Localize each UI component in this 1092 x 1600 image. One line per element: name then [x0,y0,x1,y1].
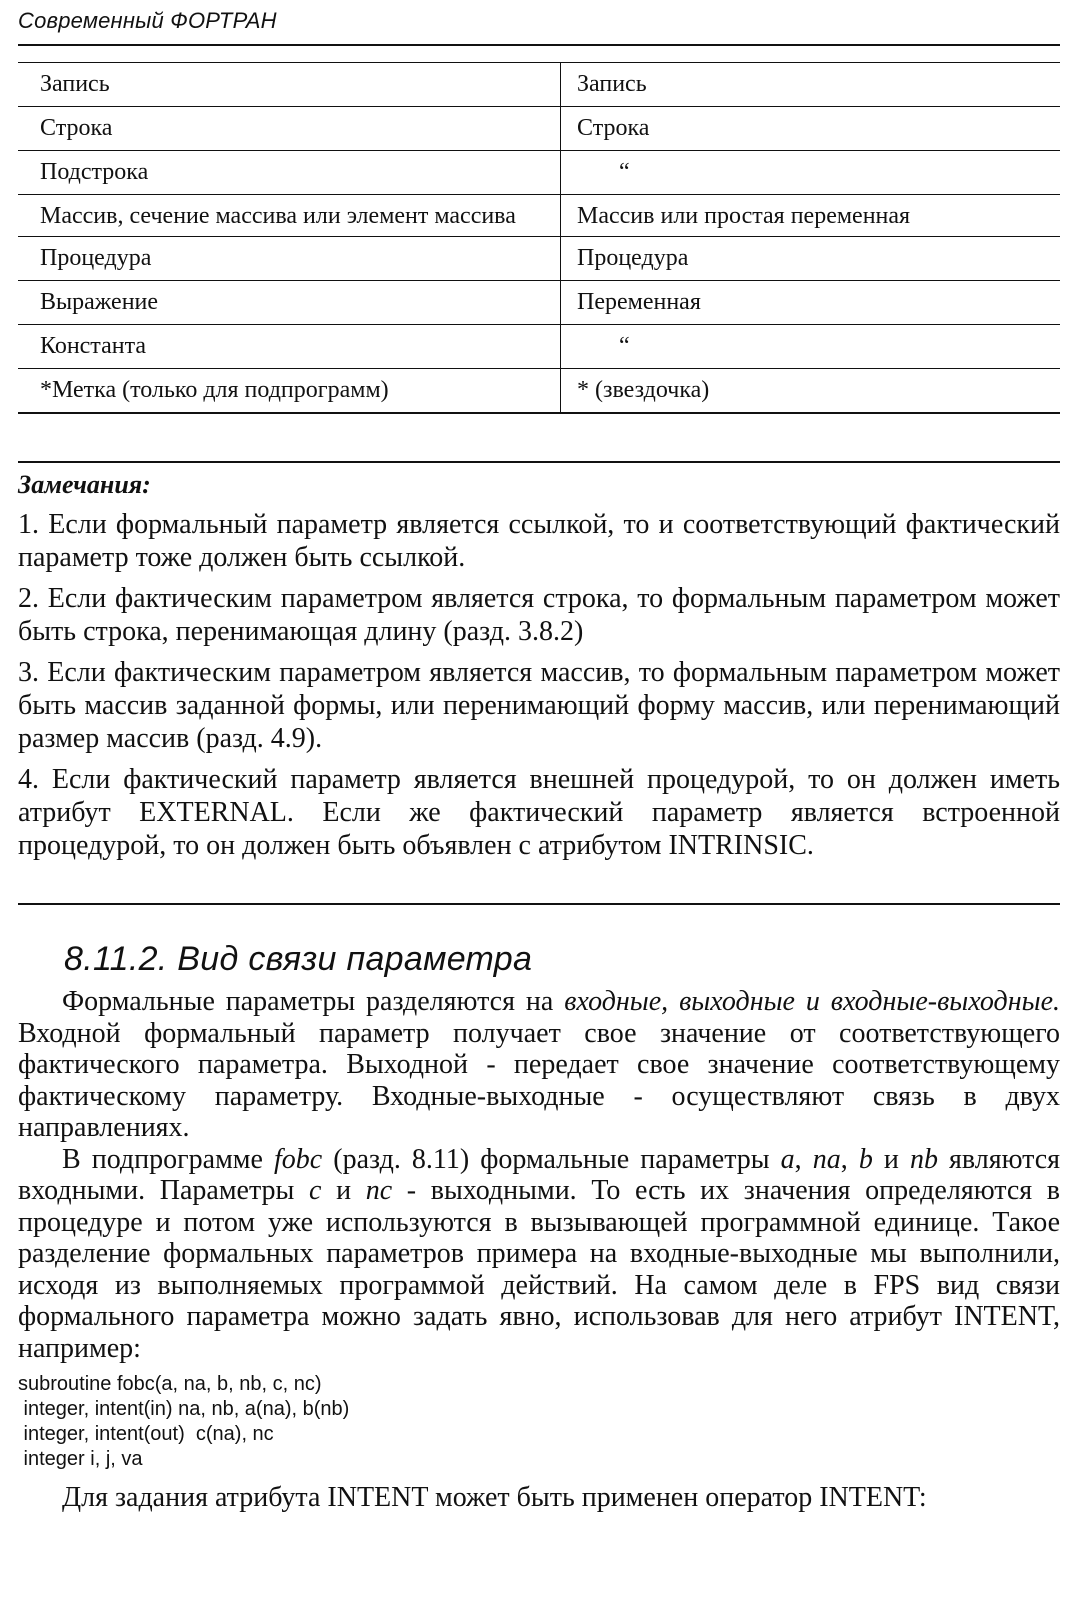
emphasis-text: b [858,1143,873,1175]
notes-top-rule [18,461,1060,463]
actual-cell: Массив или простая переменная [561,195,1061,237]
formal-cell: Запись [18,63,561,107]
emphasis-text: nb [909,1143,938,1175]
formal-cell: Подстрока [18,151,561,195]
actual-cell [561,325,1061,369]
actual-cell [561,151,1061,195]
paragraph [18,1144,1060,1365]
ditto-mark: “ [619,333,630,359]
text-run: и [872,1143,910,1175]
text-run: (разд. 8.11) формальные параметры [322,1143,781,1175]
emphasis-text: входные, выходные и входные-выходные. [564,986,1060,1017]
code-listing: subroutine fobc(a, na, b, nb, c, nc) integer, intent(in) na, nb, a(na), b(nb) integer, intent(out) c(na), nc integer i, j, va [18,1373,350,1470]
notes-title: Замечания: [18,470,151,499]
table-row [18,195,1060,237]
paragraph [18,986,1060,1144]
table-row [18,107,1060,151]
table-row [18,237,1060,281]
text-run: В подпрограмме [62,1143,274,1175]
emphasis-text: nc [365,1175,393,1206]
paragraph: Для задания атрибута INTENT может быть применен оператор INTENT: [62,1482,927,1513]
actual-cell: Запись [561,63,1061,107]
emphasis-text: a [780,1143,795,1175]
section-heading: 8.11.2. Вид связи параметра [64,940,533,978]
formal-cell: Массив, сечение массива или элемент массива [18,195,561,237]
text-run: - выходными. То есть их значения определяются в процедуре и потом уже используются в вызывающей программной единице. Такое разделение формальных параметров примера на входные-выходные мы выполнили, исходя из выполняемых программой действий. На самом деле в FPS вид связи формального параметра можно задать явно, использовав для него атрибут INTENT, например: [18,1175,1061,1364]
actual-cell: Переменная [561,281,1061,325]
text-run: являются входными. Параметры [18,1143,1061,1206]
table-row [18,151,1060,195]
formal-cell: Выражение [18,281,561,325]
text-run: , [840,1143,859,1175]
note-item: 3. Если фактическим параметром является массив, то формальным параметром может быть массив заданной формы, или перенимающий форму массив, или перенимающий размер массив (разд. 4.9). [18,657,1060,754]
note-item: 4. Если фактический параметр является внешней процедурой, то он должен иметь атрибут EXTERNAL. Если же фактический параметр является встроенной процедурой, то он должен быть объявлен с атрибутом INTRINSIC. [18,764,1060,861]
formal-cell: Процедура [18,237,561,281]
table-row [18,281,1060,325]
ditto-mark: “ [619,159,630,185]
actual-cell: Строка [561,107,1061,151]
table-row [18,325,1060,369]
emphasis-text: fobc [274,1143,323,1175]
emphasis-text: c [309,1175,322,1206]
note-item: 1. Если формальный параметр является ссылкой, то и соответствующий фактический параметр тоже должен быть ссылкой. [18,509,1060,573]
running-head: Современный ФОРТРАН [18,8,277,33]
parameter-correspondence-table [18,62,1060,414]
text-run: , [794,1143,813,1175]
emphasis-text: na [812,1143,841,1175]
formal-cell: Строка [18,107,561,151]
text-run: и [321,1175,366,1206]
notes-block [18,468,1060,870]
header-rule [18,44,1060,46]
actual-cell: * (звездочка) [561,369,1061,414]
formal-cell: Константа [18,325,561,369]
table-row [18,369,1060,414]
text-run: Формальные параметры разделяются на [62,986,565,1017]
notes-bottom-rule [18,903,1060,905]
actual-cell: Процедура [561,237,1061,281]
note-item: 2. Если фактическим параметром является строка, то формальным параметром может быть строка, перенимающая длину (разд. 3.8.2) [18,583,1060,647]
text-run: Входной формальный параметр получает свое значение от соответствующего фактического параметра. Выходной - передает свое значение соответствующему фактическому параметру. Входные-выходные - осуществляют связь в двух направлениях. [18,1017,1060,1143]
table-row [18,63,1060,107]
section-body [18,986,1060,1514]
formal-cell: *Метка (только для подпрограмм) [18,369,561,414]
